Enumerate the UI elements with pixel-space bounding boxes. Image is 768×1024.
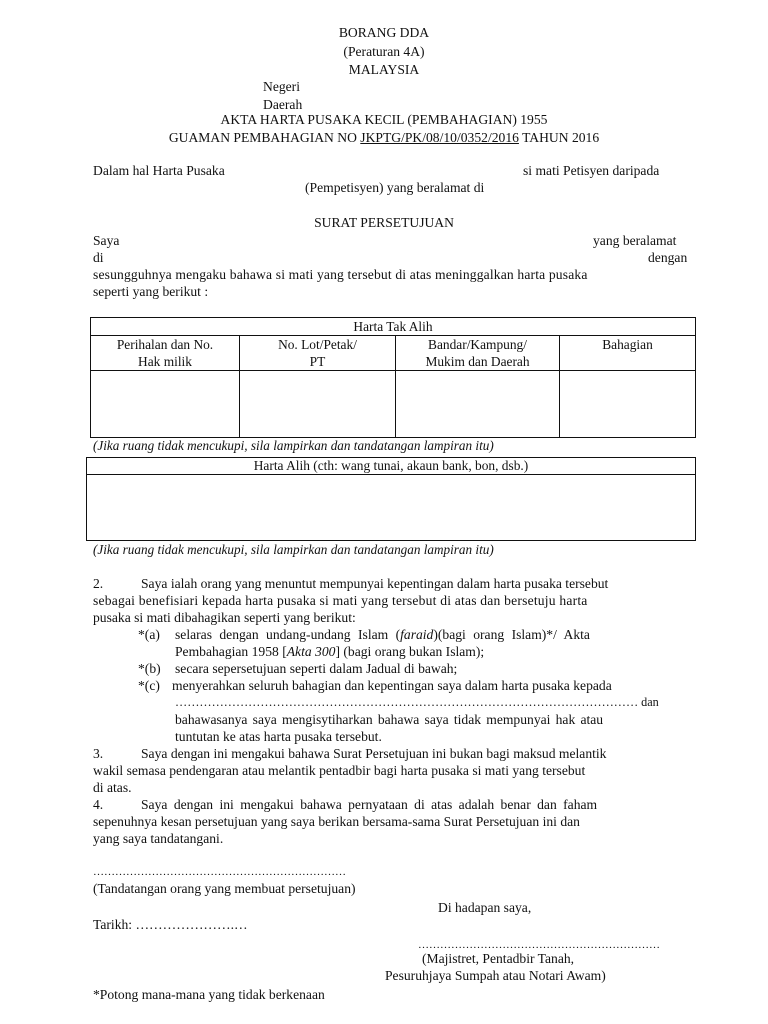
cell-lot[interactable] bbox=[240, 371, 396, 438]
case-suffix: TAHUN 2016 bbox=[518, 130, 600, 145]
col-header-lot: No. Lot/Petak/ PT bbox=[240, 336, 396, 371]
option-c-line3: bahawasanya saya mengisytiharkan bahawa saya tidak mempunyai hak atau bbox=[175, 712, 604, 727]
cell-location[interactable] bbox=[396, 371, 560, 438]
option-b-text: secara sepersetujuan seperti dalam Jadual di bawah; bbox=[175, 661, 458, 676]
para2-line1: Saya ialah orang yang menuntut mempunyai kepentingan dalam harta pusaka tersebut bbox=[141, 576, 609, 591]
movable-property-box bbox=[86, 457, 696, 541]
immovable-note: (Jika ruang tidak mencukupi, sila lampirkan dan tandatangan lampiran itu) bbox=[93, 438, 494, 453]
option-c-line1: menyerahkan seluruh bahagian dan kepentingan saya dalam harta pusaka kepada bbox=[172, 678, 612, 693]
cell-share[interactable] bbox=[560, 371, 696, 438]
para2-line2: sebagai benefisiari kepada harta pusaka si mati yang tersebut di atas dan bersetuju harta bbox=[93, 593, 588, 608]
act-title: AKTA HARTA PUSAKA KECIL (PEMBAHAGIAN) 1955 bbox=[220, 112, 548, 127]
country: MALAYSIA bbox=[348, 62, 420, 77]
para3-line2: wakil semasa pendengaran atau melantik pentadbir bagi harta pusaka si mati yang tersebut bbox=[93, 763, 586, 778]
regulation: (Peraturan 4A) bbox=[343, 44, 425, 59]
cell-description[interactable] bbox=[91, 371, 240, 438]
option-a-line1: selaras dengan undang-undang Islam (faraid)(bagi orang Islam)*/ Akta bbox=[175, 627, 590, 642]
signature-label: (Tandatangan orang yang membuat persetujuan) bbox=[93, 881, 356, 896]
officer-title-line1: (Majistret, Pentadbir Tanah, bbox=[422, 951, 575, 966]
district-label: Daerah bbox=[263, 97, 303, 112]
signature-line[interactable]: …………………………………………………………… bbox=[93, 866, 346, 878]
para3-line3: di atas. bbox=[93, 780, 132, 795]
intro-line2: (Pempetisyen) yang beralamat di bbox=[305, 180, 485, 195]
officer-title-line2: Pesuruhjaya Sumpah atau Notari Awam) bbox=[385, 968, 606, 983]
form-name: BORANG DDA bbox=[338, 25, 430, 40]
state-label: Negeri bbox=[263, 79, 300, 94]
option-a-line2: Pembahagian 1958 [Akta 300] (bagi orang bukan Islam); bbox=[175, 644, 485, 659]
col-header-share: Bahagian bbox=[560, 336, 696, 371]
case-number: JKPTG/PK/08/10/0352/2016 bbox=[360, 130, 519, 145]
option-b-label: *(b) bbox=[138, 661, 161, 676]
immovable-title: Harta Tak Alih bbox=[91, 318, 696, 336]
option-a-label: *(a) bbox=[138, 627, 160, 642]
intro-right: si mati Petisyen daripada bbox=[523, 163, 660, 178]
para4-line3: yang saya tandatangani. bbox=[93, 831, 224, 846]
witness-label: Di hadapan saya, bbox=[438, 900, 532, 915]
di-label: di bbox=[93, 250, 104, 265]
option-c-label: *(c) bbox=[138, 678, 160, 693]
movable-title: Harta Alih (cth: wang tunai, akaun bank, bon, dsb.) bbox=[87, 458, 695, 475]
footnote: *Potong mana-mana yang tidak berkenaan bbox=[93, 987, 325, 1002]
immovable-property-table bbox=[90, 317, 696, 438]
consent-line4: seperti yang berikut : bbox=[93, 284, 209, 299]
officer-signature-line[interactable]: ………………………………………………………… bbox=[418, 939, 660, 951]
col-header-location: Bandar/Kampung/ Mukim dan Daerah bbox=[396, 336, 560, 371]
consent-title: SURAT PERSETUJUAN bbox=[314, 215, 454, 230]
para3-line1: Saya dengan ini mengakui bahawa Surat Persetujuan ini bukan bagi maksud melantik bbox=[141, 746, 607, 761]
movable-note: (Jika ruang tidak mencukupi, sila lampirkan dan tandatangan lampiran itu) bbox=[93, 542, 494, 557]
option-c-line2: …………………………………………………………………………………………………… dan bbox=[175, 695, 659, 709]
saya-label: Saya bbox=[93, 233, 120, 248]
movable-entry-area[interactable] bbox=[87, 475, 695, 541]
date-field[interactable]: Tarikh: ………………….… bbox=[93, 917, 248, 932]
case-prefix: GUAMAN PEMBAHAGIAN NO bbox=[168, 130, 361, 145]
dengan-label: dengan bbox=[648, 250, 688, 265]
col-header-description: Perihalan dan No. Hak milik bbox=[91, 336, 240, 371]
para3-number: 3. bbox=[93, 746, 104, 761]
para2-number: 2. bbox=[93, 576, 104, 591]
para4-line2: sepenuhnya kesan persetujuan yang saya berikan bersama-sama Surat Persetujuan ini dan bbox=[93, 814, 580, 829]
para4-number: 4. bbox=[93, 797, 104, 812]
yang-beralamat: yang beralamat bbox=[593, 233, 677, 248]
consent-line3: sesungguhnya mengaku bahawa si mati yang tersebut di atas meninggalkan harta pusaka bbox=[93, 267, 588, 282]
para4-line1: Saya dengan ini mengakui bahawa pernyataan di atas adalah benar dan faham bbox=[141, 797, 598, 812]
intro-left: Dalam hal Harta Pusaka bbox=[93, 163, 225, 178]
case-line bbox=[0, 130, 768, 146]
option-c-line4: tuntutan ke atas harta pusaka tersebut. bbox=[175, 729, 382, 744]
para2-line3: pusaka si mati dibahagikan seperti yang berikut: bbox=[93, 610, 356, 625]
